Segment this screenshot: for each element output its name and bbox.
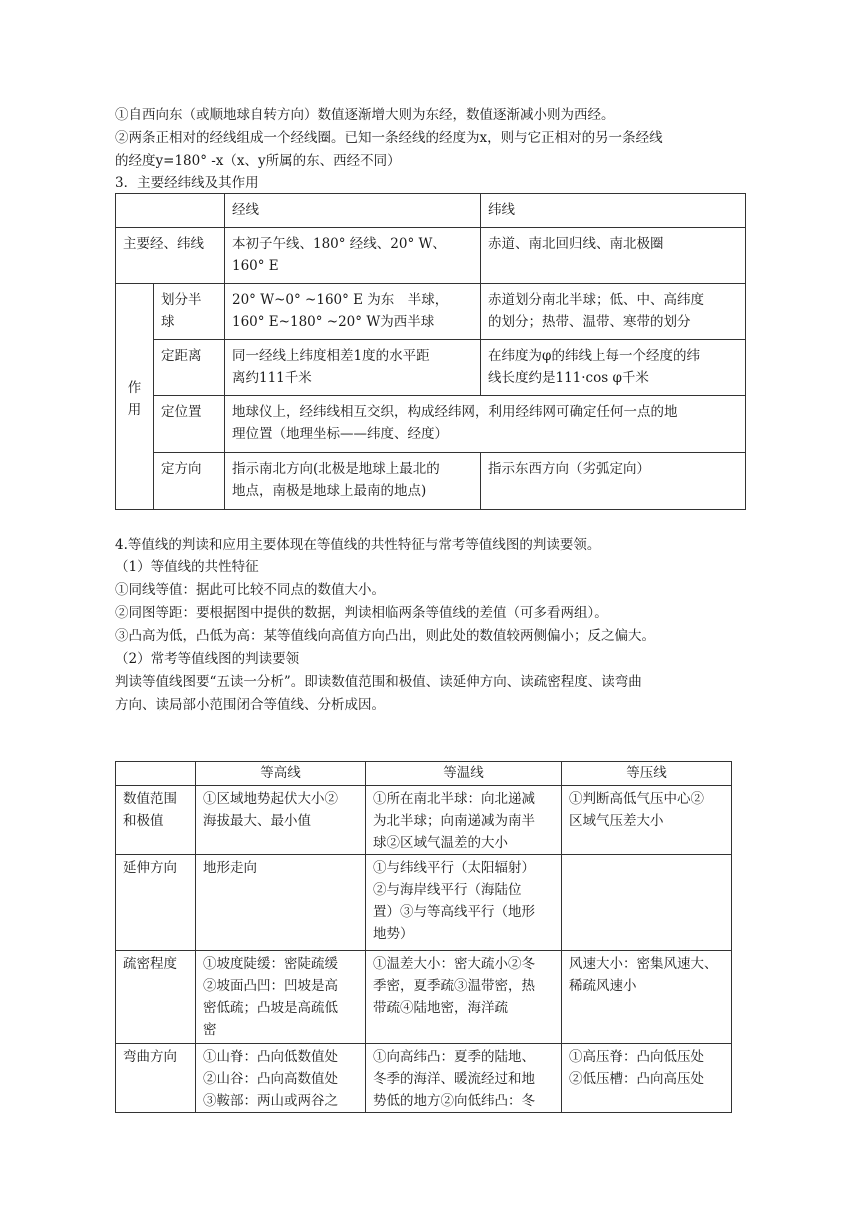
table-row	[116, 284, 746, 340]
header-latitude: 纬线	[481, 194, 746, 228]
cell-text: 风速大小：密集风速大、	[569, 956, 718, 972]
value-range-isobar-cell	[562, 786, 732, 855]
cell-text: 理位置（地理坐标——纬度、经度）	[232, 426, 448, 442]
cell-text: ①所在南北半球：向北递减	[373, 791, 535, 807]
header-contour: 等高线	[196, 762, 366, 786]
cell-text: 地势）	[373, 926, 414, 942]
cell-text: 地点，南极是地球上最南的地点)	[232, 483, 427, 499]
row-label-curvature: 弯曲方向	[116, 1044, 196, 1113]
section-3-title: 3．主要经纬线及其作用	[115, 175, 259, 191]
table-row	[116, 1044, 732, 1113]
intro-line-2: ②两条正相对的经线组成一个经线圈。已知一条经线的经度为x，则与它正相对的另一条经线	[115, 130, 663, 146]
cell-text: ②与海岸线平行（海陆位	[373, 882, 522, 898]
cell-text: 20° W~0° ~160° E 为东 半球，	[232, 292, 449, 308]
curvature-isotherm-cell	[366, 1044, 562, 1113]
extension-contour-cell: 地形走向	[196, 855, 366, 951]
row-label-density: 疏密程度	[116, 951, 196, 1044]
cell-text: 为北半球；向南递减为南半	[373, 813, 535, 829]
cell-text: 密低疏；凸坡是高疏低	[203, 1000, 338, 1016]
cell-text: 球	[161, 314, 175, 330]
row-label-direction: 定方向	[154, 453, 225, 510]
section-4-line-2: （1）等值线的共性特征	[115, 559, 259, 575]
curvature-isobar-cell	[562, 1044, 732, 1113]
contour-map-table	[115, 761, 732, 1113]
cell-text: ②山谷：凸向高数值处	[203, 1071, 338, 1087]
table-header-row	[116, 762, 732, 786]
table-row	[116, 396, 746, 453]
cell-text: ①山脊：凸向低数值处	[203, 1049, 338, 1065]
table-row	[116, 855, 732, 951]
header-longitude: 经线	[225, 194, 481, 228]
cell-text: ②低压槽：凸向高压处	[569, 1071, 704, 1087]
density-contour-cell	[196, 951, 366, 1044]
density-isobar-cell	[562, 951, 732, 1044]
cell-text: 离约111千米	[232, 370, 312, 386]
cell-text: ①高压脊：凸向低压处	[569, 1049, 704, 1065]
cell-text: 区域气压差大小	[569, 813, 664, 829]
table-row	[116, 786, 732, 855]
section-4-line-7: 判读等值线图要“五读一分析”。即读数值范围和极值、读延伸方向、读疏密程度、读弯曲	[115, 674, 642, 690]
cell-text: 置）③与等高线平行（地形	[373, 904, 535, 920]
cell-text: 指示南北方向(北极是地球上最北的	[232, 461, 440, 477]
header-isotherm: 等温线	[366, 762, 562, 786]
cell-text: 同一经线上纬度相差1度的水平距	[232, 348, 430, 364]
cell-text: 球②区域气温差的大小	[373, 835, 508, 851]
position-cell	[225, 396, 746, 453]
extension-isobar-cell	[562, 855, 732, 951]
main-longitude-cell	[225, 228, 481, 284]
header-blank-cell	[116, 762, 196, 786]
density-isotherm-cell	[366, 951, 562, 1044]
row-label-hemisphere	[154, 284, 225, 340]
distance-latitude-cell	[481, 340, 746, 396]
cell-text: 数值范围	[123, 791, 177, 807]
header-isobar: 等压线	[562, 762, 732, 786]
extension-isotherm-cell	[366, 855, 562, 951]
row-label-distance: 定距离	[154, 340, 225, 396]
cell-text: 冬季的海洋、暖流经过和地	[373, 1071, 535, 1087]
section-4-line-8: 方向、读局部小范围闭合等值线、分析成因。	[115, 697, 385, 713]
cell-text: 海拔最大、最小值	[203, 813, 311, 829]
cell-text: ①温差大小：密大疏小②冬	[373, 956, 535, 972]
cell-text: ①向高纬凸：夏季的陆地、	[373, 1049, 535, 1065]
function-label-1: 作	[127, 380, 142, 396]
cell-text: 划分半	[161, 292, 202, 308]
function-label-2: 用	[127, 402, 142, 418]
table-row	[116, 951, 732, 1044]
cell-text: 季密，夏季疏③温带密，热	[373, 978, 535, 994]
cell-text: 160° E	[232, 258, 279, 274]
value-range-isotherm-cell	[366, 786, 562, 855]
cell-text: 在纬度为φ的纬线上每一个经度的纬	[488, 348, 700, 364]
cell-text: 势低的地方②向低纬凸：冬	[373, 1093, 535, 1109]
longitude-latitude-table	[115, 193, 746, 510]
table-row	[116, 453, 746, 510]
direction-longitude-cell	[225, 453, 481, 510]
table-row	[116, 228, 746, 284]
value-range-contour-cell	[196, 786, 366, 855]
main-latitude-cell: 赤道、南北回归线、南北极圈	[481, 228, 746, 284]
section-4-line-6: （2）常考等值线图的判读要领	[115, 651, 300, 667]
row-label-value-range	[116, 786, 196, 855]
section-4-line-3: ①同线等值：据此可比较不同点的数值大小。	[115, 582, 385, 598]
row-label-main-lines: 主要经、纬线	[116, 228, 225, 284]
row-label-position: 定位置	[154, 396, 225, 453]
row-label-extension: 延伸方向	[116, 855, 196, 951]
cell-text: ①与纬线平行（太阳辐射）	[373, 860, 535, 876]
table-header-row	[116, 194, 746, 228]
intro-line-3: 的经度y=180° -x（x、y所属的东、西经不同）	[115, 153, 401, 169]
cell-text: ②坡面凸凹：凹坡是高	[203, 978, 338, 994]
direction-latitude-cell: 指示东西方向（劣弧定向）	[481, 453, 746, 510]
cell-text: 地球仪上，经纬线相互交织，构成经纬网，利用经纬网可确定任何一点的地	[232, 404, 678, 420]
cell-text: 160° E~180° ~20° W为西半球	[232, 314, 435, 330]
cell-text: 线长度约是111·cos φ千米	[488, 370, 649, 386]
section-4-line-1: 4.等值线的判读和应用主要体现在等值线的共性特征与常考等值线图的判读要领。	[115, 537, 601, 553]
cell-text: 带疏④陆地密，海洋疏	[373, 1000, 508, 1016]
cell-text: ①区域地势起伏大小②	[203, 791, 338, 807]
curvature-contour-cell	[196, 1044, 366, 1113]
cell-text: ①坡度陡缓：密陡疏缓	[203, 956, 338, 972]
section-4-line-5: ③凸高为低，凸低为高：某等值线向高值方向凸出，则此处的数值较两侧偏小；反之偏大。	[115, 628, 655, 644]
cell-text: 的划分；热带、温带、寒带的划分	[488, 314, 691, 330]
cell-text: 密	[203, 1022, 217, 1038]
cell-text: 和极值	[123, 813, 164, 829]
header-blank-cell	[116, 194, 225, 228]
cell-text: 本初子午线、180° 经线、20° W、	[232, 236, 446, 252]
function-label-cell	[116, 284, 154, 510]
hemisphere-longitude-cell	[225, 284, 481, 340]
distance-longitude-cell	[225, 340, 481, 396]
cell-text: 赤道划分南北半球；低、中、高纬度	[488, 292, 704, 308]
cell-text: ①判断高低气压中心②	[569, 791, 704, 807]
intro-line-1: ①自西向东（或顺地球自转方向）数值逐渐增大则为东经，数值逐渐减小则为西经。	[115, 107, 615, 123]
cell-text: ③鞍部：两山或两谷之	[203, 1093, 338, 1109]
table-row	[116, 340, 746, 396]
section-4-line-4: ②同图等距：要根据图中提供的数据，判读相临两条等值线的差值（可多看两组）。	[115, 605, 608, 621]
hemisphere-latitude-cell	[481, 284, 746, 340]
cell-text: 稀疏风速小	[569, 978, 637, 994]
